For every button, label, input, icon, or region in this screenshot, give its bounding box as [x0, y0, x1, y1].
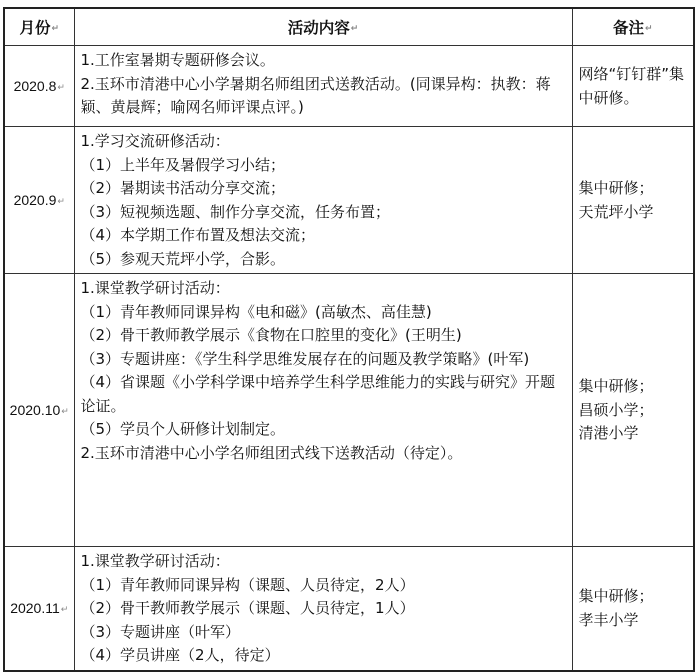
content-line: 2.玉环市清港中心小学暑期名师组团式送教活动。(同课异构：执教：蒋颖、黄晨辉；喻网名师评课点评。) — [80, 74, 551, 116]
content-line: （2）骨干教师教学展示（课题、人员待定，1人） — [80, 599, 415, 617]
content-line: （1）青年教师同课异构（课题、人员待定，2人） — [80, 575, 415, 594]
month-cell: 2020.9↵ — [4, 127, 74, 274]
content-line: （3）短视频选题、制作分享交流，任务布置； — [80, 202, 391, 221]
header-month: 月份↵ — [4, 8, 74, 46]
paragraph-mark-icon: ↵ — [644, 23, 653, 34]
table-header-row — [4, 8, 694, 46]
content-line: （4）省课题《小学科学课中培养学生科学思维能力的实践与研究》开题论证。 — [80, 373, 556, 415]
content-line: （5）参观天荒坪小学，合影。 — [80, 249, 286, 268]
month-cell: 2020.10↵ — [4, 274, 74, 547]
note-cell — [572, 127, 694, 274]
content-line: （5）学员个人研修计划制定。 — [80, 420, 286, 438]
content-line: （2）暑期读书活动分享交流； — [80, 179, 286, 197]
month-cell: 2020.11↵ — [4, 547, 74, 671]
month-cell: 2020.8↵ — [4, 46, 74, 127]
header-content: 活动内容↵ — [74, 8, 572, 46]
content-line: （3）专题讲座（叶军） — [80, 622, 241, 641]
content-line: （4）本学期工作布置及想法交流； — [80, 226, 316, 244]
content-cell — [74, 46, 572, 127]
content-line: 1.学习交流研修活动： — [80, 132, 230, 150]
note-line: 清港小学 — [578, 424, 639, 443]
note-line: 天荒坪小学 — [578, 202, 654, 221]
header-note: 备注↵ — [572, 8, 694, 46]
content-line: 2.玉环市清港中心小学名师组团式线下送教活动（待定）。 — [80, 443, 463, 462]
note-line: 昌硕小学； — [578, 400, 654, 419]
note-cell — [572, 547, 694, 671]
content-cell — [74, 127, 572, 274]
content-line: （3）专题讲座：《学生科学思维发展存在的问题及教学策略》(叶军) — [80, 349, 530, 368]
note-line: 网络“钉钉群”集中研修。 — [578, 65, 685, 107]
table-row — [4, 547, 694, 671]
paragraph-mark-icon: ↵ — [51, 23, 60, 34]
activity-schedule-table — [3, 7, 695, 672]
content-line: 1.课堂教学研讨活动： — [80, 552, 230, 570]
note-cell — [572, 46, 694, 127]
table-row — [4, 46, 694, 127]
content-line: （1）上半年及暑假学习小结； — [80, 155, 286, 174]
content-line: （4）学员讲座（2人，待定） — [80, 646, 280, 664]
note-line: 孝丰小学 — [578, 610, 639, 629]
content-line: （1）青年教师同课异构《电和磁》(高敏杰、高佳慧) — [80, 302, 432, 321]
content-cell — [74, 274, 572, 547]
content-line: 1.工作室暑期专题研修会议。 — [80, 51, 275, 69]
note-line: 集中研修； — [578, 587, 654, 606]
content-line: （2）骨干教师教学展示《食物在口腔里的变化》(王明生) — [80, 326, 462, 344]
paragraph-mark-icon: ↵ — [350, 23, 359, 34]
note-cell — [572, 274, 694, 547]
note-line: 集中研修； — [578, 377, 654, 396]
note-line: 集中研修； — [578, 179, 654, 197]
table-row — [4, 127, 694, 274]
content-cell — [74, 547, 572, 671]
table-row — [4, 274, 694, 547]
content-line: 1.课堂教学研讨活动： — [80, 279, 230, 297]
